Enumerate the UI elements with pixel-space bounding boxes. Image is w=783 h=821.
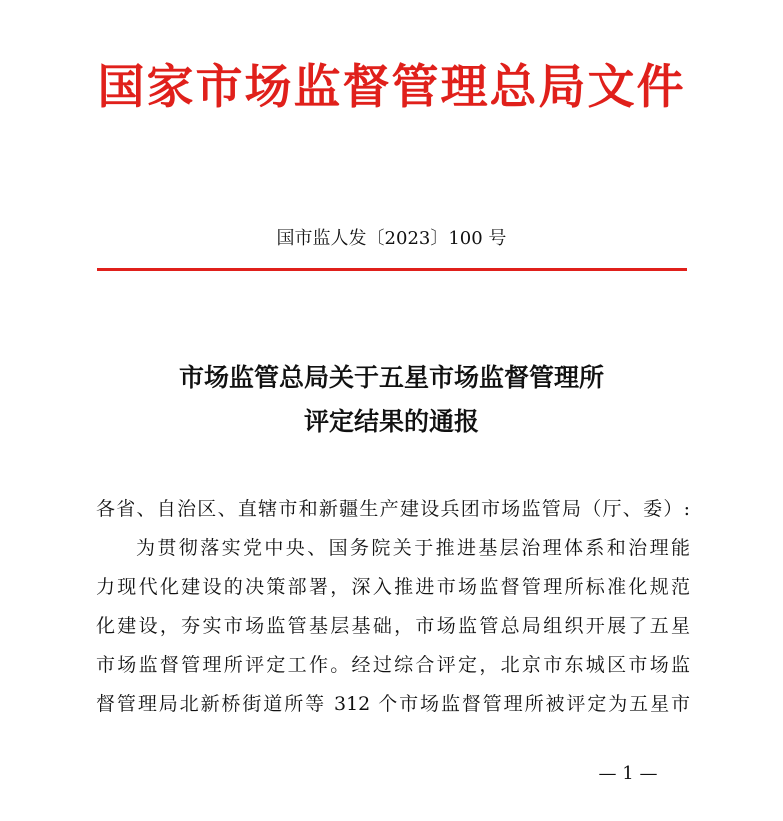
- title-line-2: 评定结果的通报: [303, 407, 479, 436]
- paragraph-line: 为贯彻落实党中央、国务院关于推进基层治理体系和治理能: [136, 537, 690, 559]
- issuing-authority-header: 国家市场监督管理总局文件: [97, 60, 686, 115]
- red-divider-line: [97, 268, 687, 271]
- page-number: — 1 —: [598, 763, 658, 784]
- document-number: 国市监人发〔2023〕100 号: [276, 228, 507, 249]
- addressee: 各省、自治区、直辖市和新疆生产建设兵团市场监管局（厅、委）:: [96, 498, 690, 520]
- title-line-1: 市场监管总局关于五星市场监督管理所: [178, 363, 604, 392]
- document-body: [96, 490, 690, 724]
- paragraph-line: 力现代化建设的决策部署，深入推进市场监督管理所标准化规范: [96, 576, 690, 598]
- paragraph-line: 督管理局北新桥街道所等 312 个市场监督管理所被评定为五星市: [96, 693, 690, 715]
- paragraph-line: 市场监督管理所评定工作。经过综合评定，北京市东城区市场监: [96, 654, 690, 676]
- document-title: [0, 356, 783, 444]
- paragraph-line: 化建设，夯实市场监管基层基础，市场监管总局组织开展了五星: [96, 615, 690, 637]
